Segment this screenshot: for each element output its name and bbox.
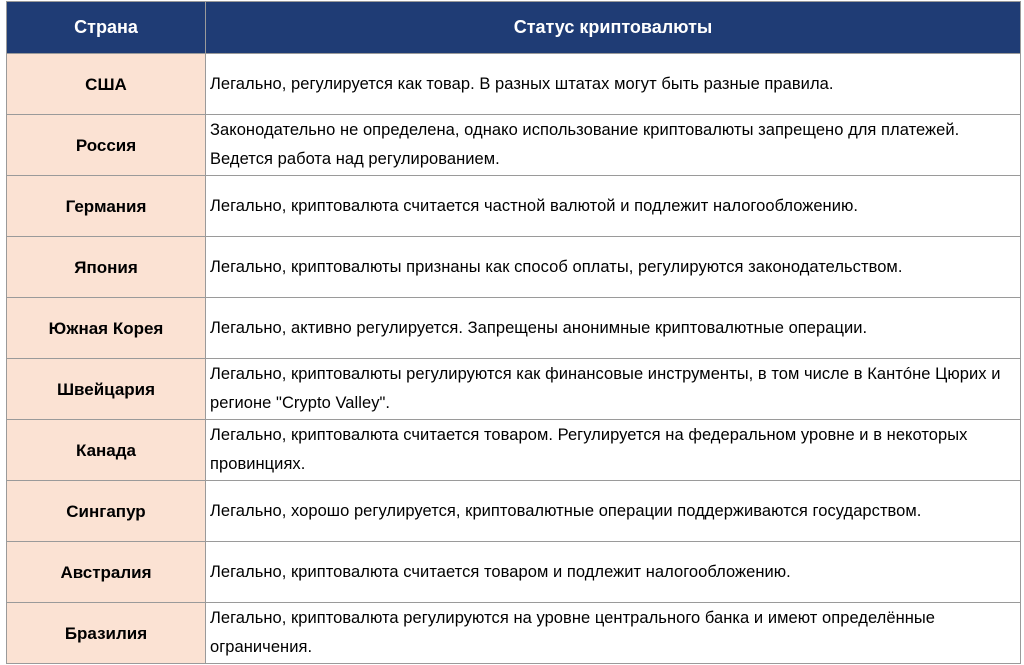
country-cell: Бразилия bbox=[7, 603, 206, 664]
status-cell: Легально, активно регулируется. Запрещены анонимные криптовалютные операции. bbox=[206, 298, 1021, 359]
status-cell: Легально, хорошо регулируется, криптовалютные операции поддерживаются государством. bbox=[206, 481, 1021, 542]
crypto-status-table bbox=[6, 1, 1021, 664]
table-row bbox=[7, 54, 1021, 115]
table-row bbox=[7, 359, 1021, 420]
table-row bbox=[7, 176, 1021, 237]
status-cell: Легально, регулируется как товар. В разных штатах могут быть разные правила. bbox=[206, 54, 1021, 115]
status-cell: Легально, криптовалюта регулируются на уровне центрального банка и имеют определённые ограничения. bbox=[206, 603, 1021, 664]
status-cell: Легально, криптовалюты регулируются как финансовые инструменты, в том числе в Кантóне Цюрих и регионе "Crypto Valley". bbox=[206, 359, 1021, 420]
table-header bbox=[7, 2, 1021, 54]
country-cell: Южная Корея bbox=[7, 298, 206, 359]
status-cell: Легально, криптовалюта считается товаром. Регулируется на федеральном уровне и в некоторых провинциях. bbox=[206, 420, 1021, 481]
table-row bbox=[7, 420, 1021, 481]
header-row bbox=[7, 2, 1021, 54]
header-country: Страна bbox=[7, 2, 206, 54]
status-cell: Легально, криптовалюты признаны как способ оплаты, регулируются законодательством. bbox=[206, 237, 1021, 298]
table-row bbox=[7, 298, 1021, 359]
country-cell: Канада bbox=[7, 420, 206, 481]
status-cell: Легально, криптовалюта считается частной валютой и подлежит налогообложению. bbox=[206, 176, 1021, 237]
country-cell: Германия bbox=[7, 176, 206, 237]
table-row bbox=[7, 237, 1021, 298]
header-status: Статус криптовалюты bbox=[206, 2, 1021, 54]
country-cell: Сингапур bbox=[7, 481, 206, 542]
country-cell: Россия bbox=[7, 115, 206, 176]
table-row bbox=[7, 603, 1021, 664]
status-cell: Легально, криптовалюта считается товаром и подлежит налогообложению. bbox=[206, 542, 1021, 603]
country-cell: США bbox=[7, 54, 206, 115]
table-row bbox=[7, 542, 1021, 603]
status-cell: Законодательно не определена, однако использование криптовалюты запрещено для платежей. Ведется работа над регулированием. bbox=[206, 115, 1021, 176]
country-cell: Швейцария bbox=[7, 359, 206, 420]
table-body bbox=[7, 54, 1021, 664]
country-cell: Япония bbox=[7, 237, 206, 298]
country-cell: Австралия bbox=[7, 542, 206, 603]
table-row bbox=[7, 115, 1021, 176]
table-row bbox=[7, 481, 1021, 542]
